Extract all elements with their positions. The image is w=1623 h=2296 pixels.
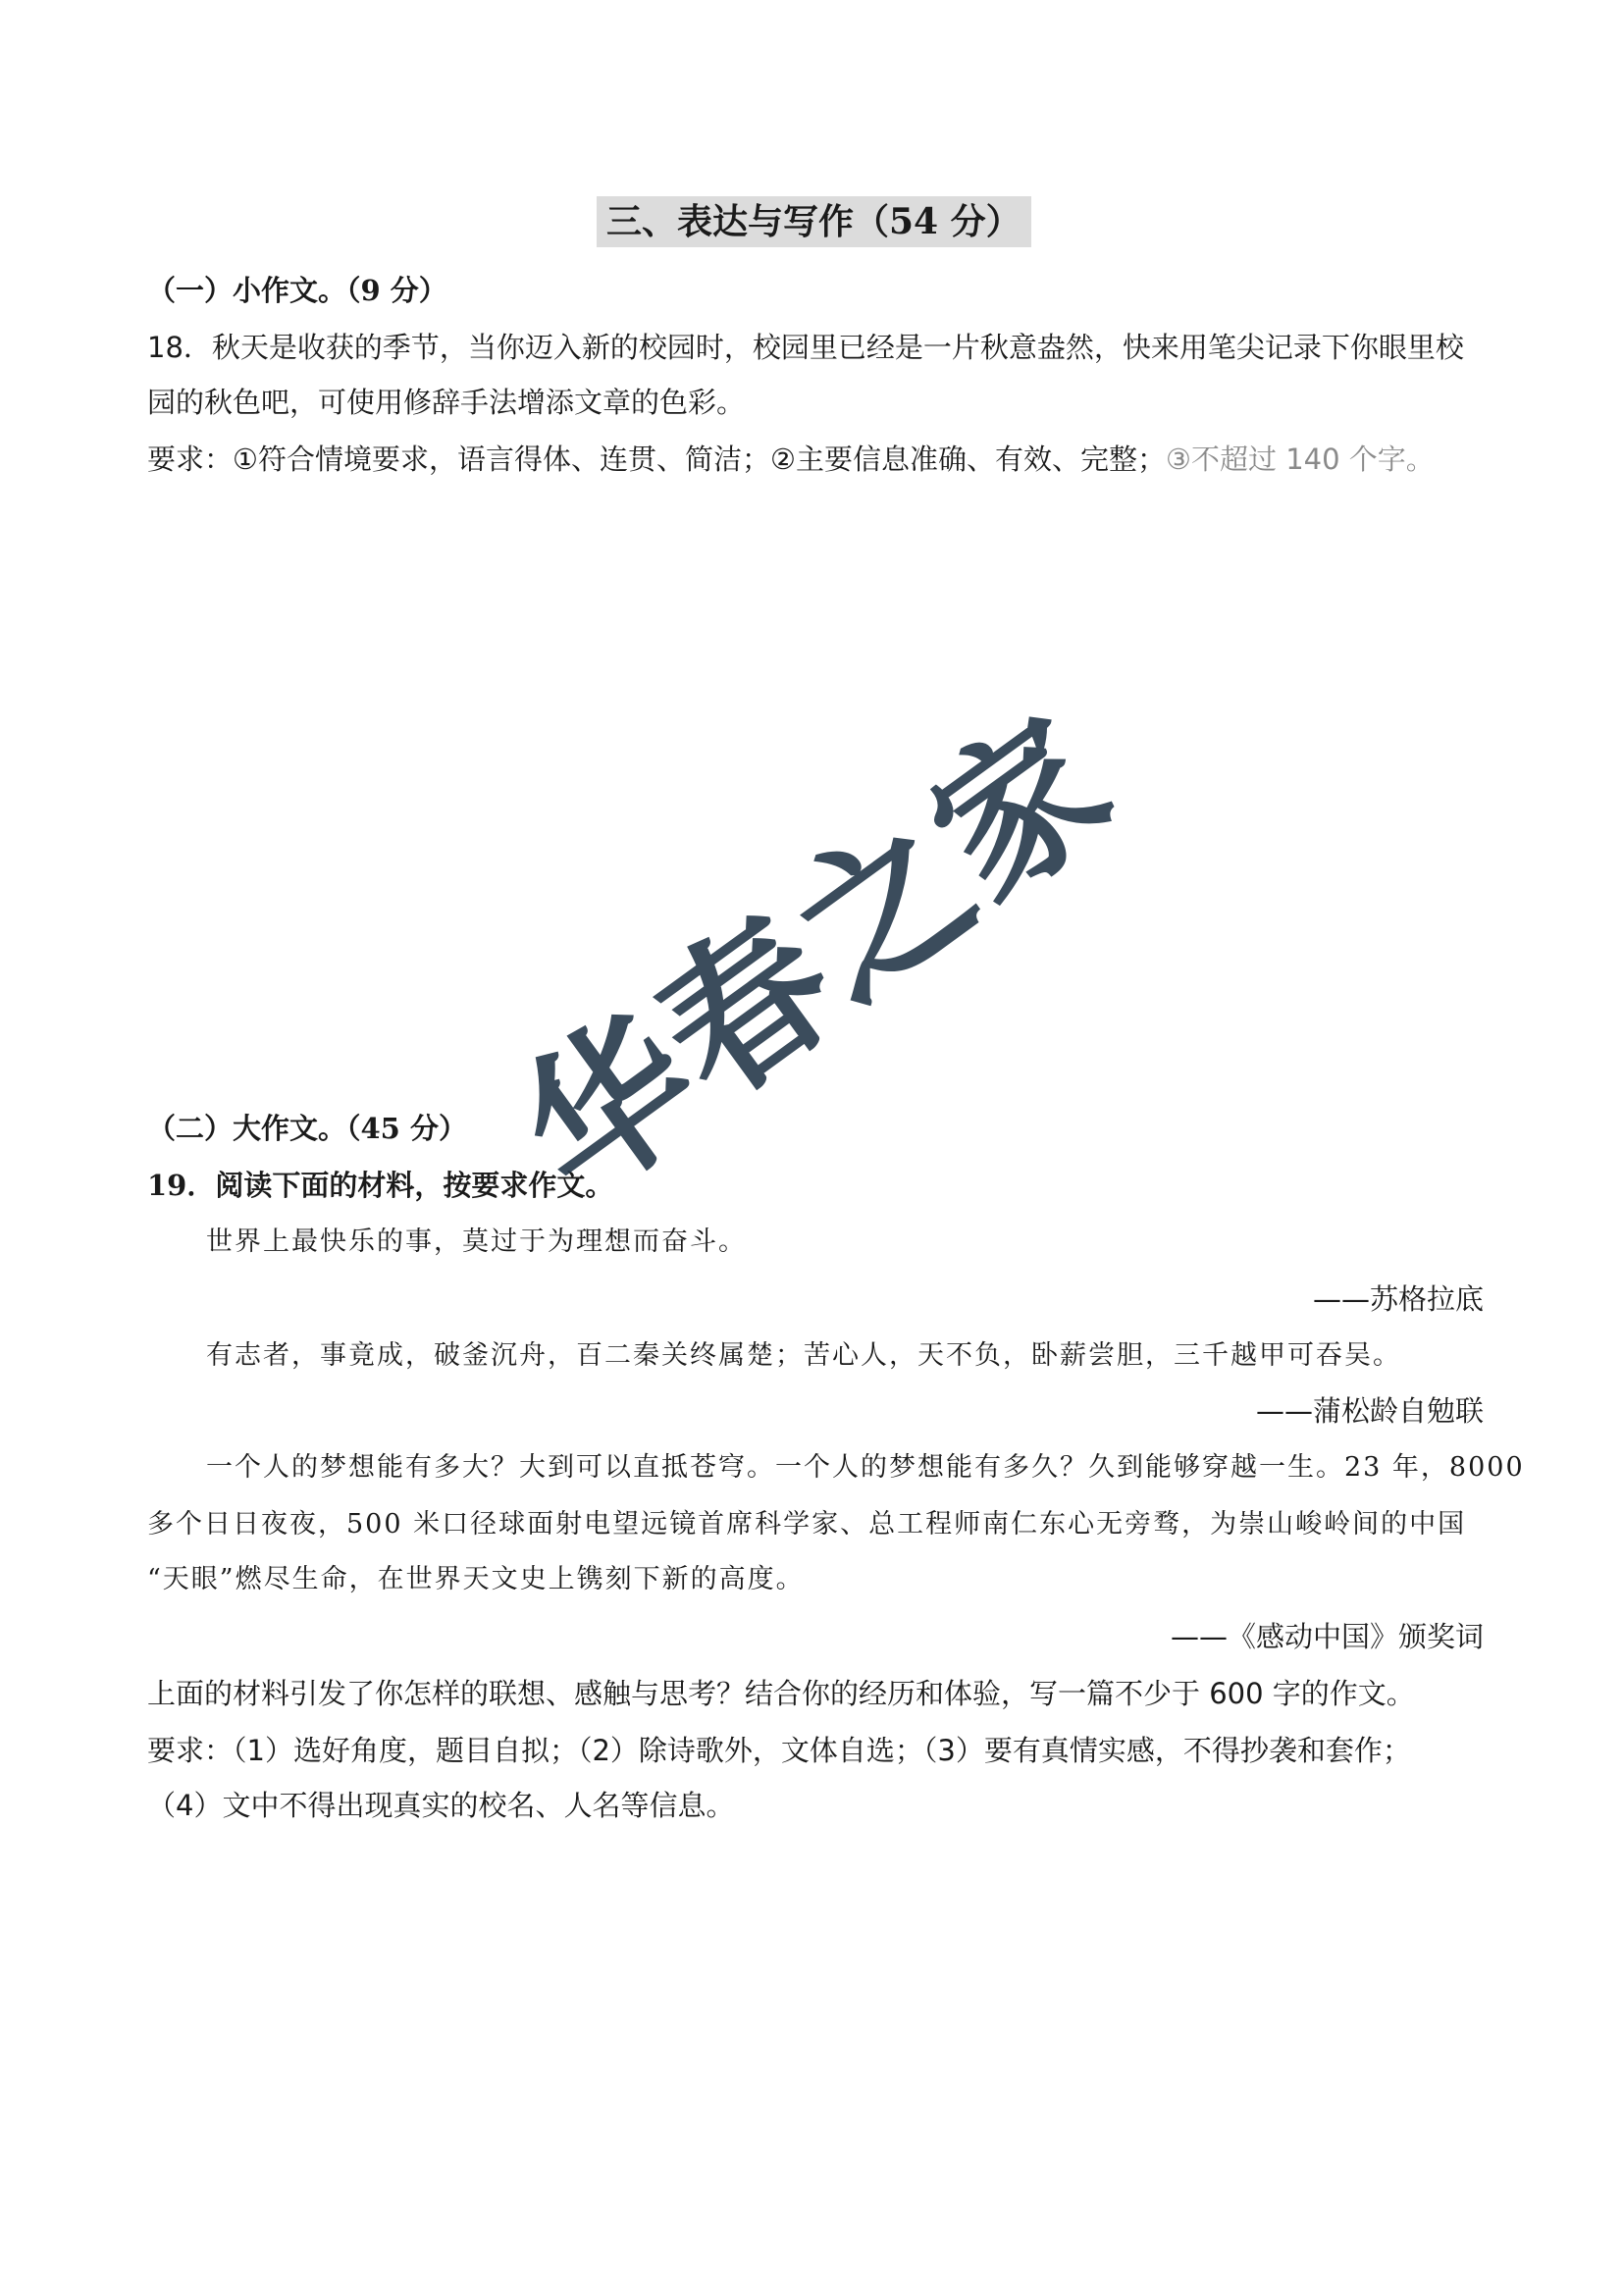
q19-prompt: 上面的材料引发了你怎样的联想、感触与思考？结合你的经历和体验，写一篇不少于 600 字的作文。 xyxy=(147,1677,1415,1710)
quote-socrates: 世界上最快乐的事，莫过于为理想而奋斗。 xyxy=(206,1226,747,1257)
q18-requirements xyxy=(147,440,1435,479)
q19-title: 19．阅读下面的材料，按要求作文。 xyxy=(147,1169,614,1202)
section-title: 三、表达与写作（54 分） xyxy=(597,196,1031,247)
q18-line-2: 园的秋色吧，可使用修辞手法增添文章的色彩。 xyxy=(147,386,746,419)
quote-nan-rendong-line-1: 一个人的梦想能有多大？大到可以直抵苍穹。一个人的梦想能有多久？久到能够穿越一生。23 年，8000 xyxy=(206,1452,1525,1483)
quote-nan-rendong-line-2: 多个日日夜夜，500 米口径球面射电望远镜首席科学家、总工程师南仁东心无旁骛，为崇山峻岭间的中国 xyxy=(147,1509,1467,1539)
part2-heading: （二）大作文。（45 分） xyxy=(147,1112,467,1145)
quote-pu-songling: 有志者，事竟成，破釜沉舟，百二秦关终属楚；苦心人，天不负，卧薪尝胆，三千越甲可吞吴。 xyxy=(206,1340,1401,1371)
q19-requirements-line-2: （4）文中不得出现真实的校名、人名等信息。 xyxy=(147,1789,735,1822)
attribution-pu-songling: ——蒲松龄自勉联 xyxy=(1255,1394,1484,1428)
watermark-text: 华春之家 xyxy=(487,681,1147,1234)
q18-line-1: 18．秋天是收获的季节，当你迈入新的校园时，校园里已经是一片秋意盎然，快来用笔尖记录下你眼里校 xyxy=(147,331,1464,364)
quote-nan-rendong-line-3: “天眼”燃尽生命，在世界天文史上镌刻下新的高度。 xyxy=(147,1564,805,1594)
part1-heading: （一）小作文。（9 分） xyxy=(147,274,447,307)
attribution-socrates: ——苏格拉底 xyxy=(1312,1282,1484,1316)
attribution-touching-china: ——《感动中国》颁奖词 xyxy=(1170,1620,1484,1653)
q18-requirements-limit: ③不超过 140 个字。 xyxy=(1166,443,1435,476)
q19-requirements-line-1: 要求：（1）选好角度，题目自拟；（2）除诗歌外，文体自选；（3）要有真情实感，不得抄袭和套作； xyxy=(147,1734,1411,1767)
q18-requirements-main: 要求：①符合情境要求，语言得体、连贯、简洁；②主要信息准确、有效、完整； xyxy=(147,443,1166,476)
